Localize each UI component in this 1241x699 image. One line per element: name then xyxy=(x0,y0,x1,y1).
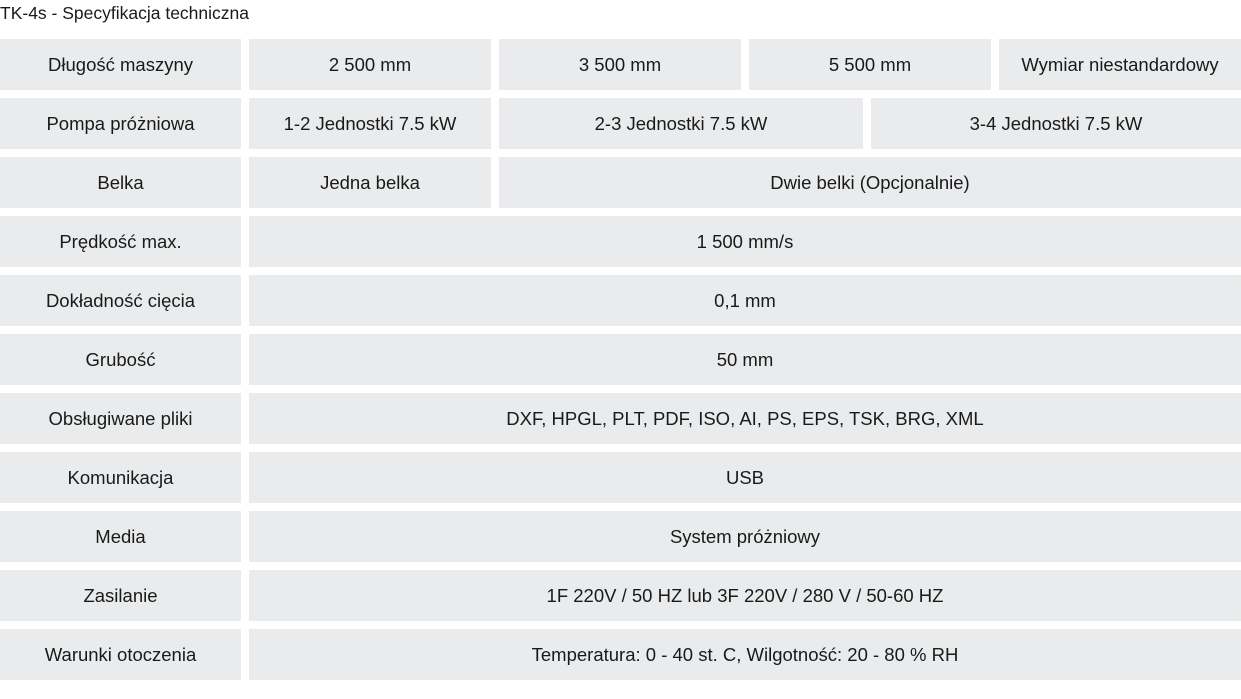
row-label: Grubość xyxy=(0,334,241,385)
row-label: Zasilanie xyxy=(0,570,241,621)
row-label: Belka xyxy=(0,157,241,208)
row-value: 1 500 mm/s xyxy=(249,216,1241,267)
row-value: Wymiar niestandardowy xyxy=(999,39,1241,90)
row-value: 3 500 mm xyxy=(499,39,741,90)
spec-row-thickness xyxy=(0,334,1241,385)
row-value: 1-2 Jednostki 7.5 kW xyxy=(249,98,491,149)
row-value: 1F 220V / 50 HZ lub 3F 220V / 280 V / 50-60 HZ xyxy=(249,570,1241,621)
row-value: USB xyxy=(249,452,1241,503)
row-value: Temperatura: 0 - 40 st. C, Wilgotność: 20 - 80 % RH xyxy=(249,629,1241,680)
spec-row-power-supply xyxy=(0,570,1241,621)
row-label: Pompa próżniowa xyxy=(0,98,241,149)
row-value: DXF, HPGL, PLT, PDF, ISO, AI, PS, EPS, TSK, BRG, XML xyxy=(249,393,1241,444)
spec-row-communication xyxy=(0,452,1241,503)
row-label: Komunikacja xyxy=(0,452,241,503)
spec-row-beam xyxy=(0,157,1241,208)
row-label: Warunki otoczenia xyxy=(0,629,241,680)
row-value: 0,1 mm xyxy=(249,275,1241,326)
row-value: 2-3 Jednostki 7.5 kW xyxy=(499,98,863,149)
row-label: Długość maszyny xyxy=(0,39,241,90)
row-value: System próżniowy xyxy=(249,511,1241,562)
spec-row-media xyxy=(0,511,1241,562)
row-value: 3-4 Jednostki 7.5 kW xyxy=(871,98,1241,149)
spec-row-supported-files xyxy=(0,393,1241,444)
spec-row-cutting-accuracy xyxy=(0,275,1241,326)
spec-row-machine-length xyxy=(0,39,1241,90)
row-value: 5 500 mm xyxy=(749,39,991,90)
page-title: TK-4s - Specyfikacja techniczna xyxy=(0,3,249,23)
row-value: 50 mm xyxy=(249,334,1241,385)
spec-row-vacuum-pump xyxy=(0,98,1241,149)
spec-row-ambient-conditions xyxy=(0,629,1241,680)
row-label: Prędkość max. xyxy=(0,216,241,267)
row-label: Obsługiwane pliki xyxy=(0,393,241,444)
row-value: 2 500 mm xyxy=(249,39,491,90)
row-label: Media xyxy=(0,511,241,562)
spec-row-max-speed xyxy=(0,216,1241,267)
row-value: Dwie belki (Opcjonalnie) xyxy=(499,157,1241,208)
row-label: Dokładność cięcia xyxy=(0,275,241,326)
row-value: Jedna belka xyxy=(249,157,491,208)
